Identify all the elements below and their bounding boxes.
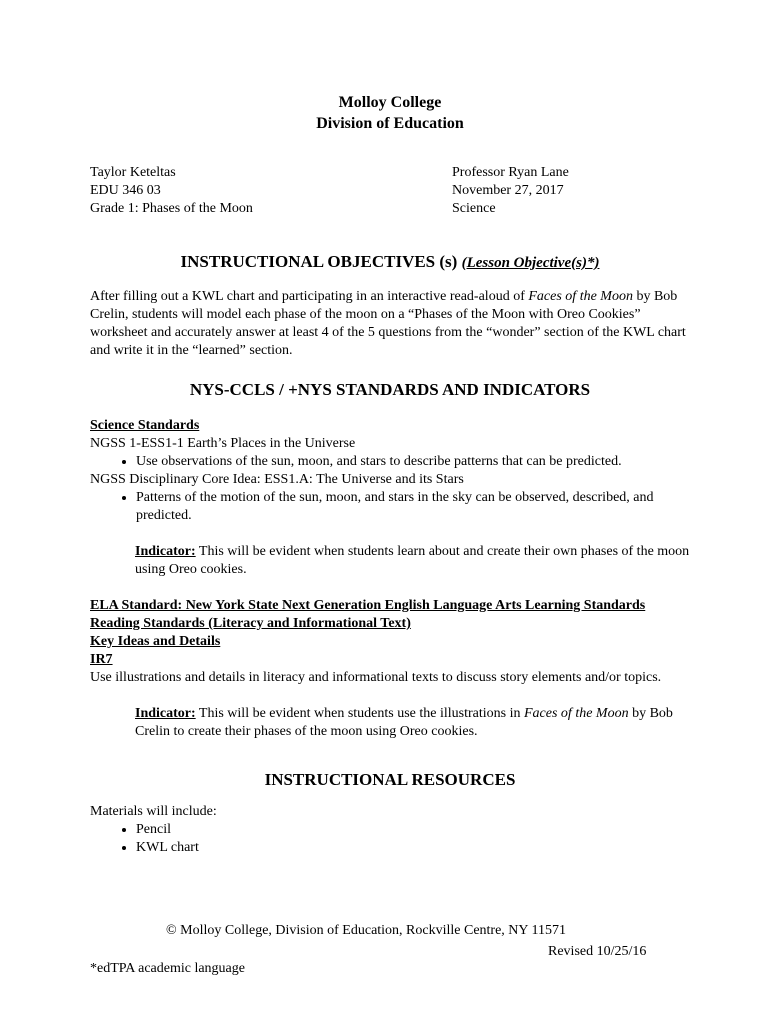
indicator-1: Indicator: This will be evident when students learn about and create their own phases of the moon using Oreo cookies.	[135, 544, 690, 577]
book-title: Faces of the Moon	[524, 706, 629, 721]
meta-left	[90, 164, 452, 218]
footer-revised: Revised 10/25/16	[548, 944, 647, 959]
objectives-paragraph: After filling out a KWL chart and participating in an interactive read-aloud of Faces of the Moon by Bob Crelin, students will model each phase of the moon on a “Phases of the Moon with Oreo Cookies” worksheet and accurately answer at least 4 of the 5 questions from the “wonder” section of the KWL chart and write it in the “learned” section.	[90, 289, 686, 358]
resources-heading: INSTRUCTIONAL RESOURCES	[264, 770, 516, 789]
book-title: Faces of the Moon	[528, 289, 633, 304]
list-item: • Pencil	[136, 821, 690, 839]
student-name: Taylor Keteltas	[90, 165, 176, 180]
list-item: • Use observations of the sun, moon, and stars to describe patterns that can be predicted.	[136, 453, 690, 471]
ir7-text: Use illustrations and details in literacy and informational texts to discuss story elements and/or topics.	[90, 670, 662, 685]
indicator-2: Indicator: This will be evident when students use the illustrations in Faces of the Moon by Bob Crelin to create their phases of the moon using Oreo cookies.	[135, 706, 673, 739]
ngss-standard-2: NGSS Disciplinary Core Idea: ESS1.A: The Universe and its Stars	[90, 472, 464, 487]
lesson-meta	[90, 164, 690, 218]
ngss-2-bullets	[90, 489, 690, 525]
document-page	[90, 92, 690, 857]
division-name: Division of Education	[316, 115, 464, 132]
college-name: Molloy College	[338, 94, 442, 111]
footer-note: *edTPA academic language	[90, 961, 245, 976]
objectives-subheading: (Lesson Objective(s)*)	[461, 255, 600, 271]
list-item: • KWL chart	[136, 839, 690, 857]
materials-intro: Materials will include:	[90, 804, 217, 819]
objectives-heading: INSTRUCTIONAL OBJECTIVES (s) (Lesson Objective(s)*)	[180, 252, 600, 271]
science-standards-label: Science Standards	[90, 418, 200, 433]
ir7-label: IR7	[90, 652, 113, 667]
lesson-topic: Grade 1: Phases of the Moon	[90, 201, 253, 216]
indicator-label: Indicator:	[135, 544, 196, 559]
list-item: • Patterns of the motion of the sun, moon, and stars in the sky can be observed, described, and predicted.	[136, 489, 690, 525]
key-ideas-label: Key Ideas and Details	[90, 634, 221, 649]
lesson-date: November 27, 2017	[452, 183, 564, 198]
ela-standard-label: ELA Standard: New York State Next Generation English Language Arts Learning Standards	[90, 598, 646, 613]
footer-copyright: © Molloy College, Division of Education, Rockville Centre, NY 11571	[166, 923, 566, 938]
ngss-1-bullets	[90, 453, 690, 471]
reading-standards-label: Reading Standards (Literacy and Informational Text)	[90, 616, 411, 631]
subject: Science	[452, 201, 496, 216]
professor-name: Professor Ryan Lane	[452, 165, 569, 180]
indicator-label: Indicator:	[135, 706, 196, 721]
standards-heading: NYS-CCLS / +NYS STANDARDS AND INDICATORS	[189, 380, 591, 399]
course-code: EDU 346 03	[90, 183, 161, 198]
materials-list	[90, 821, 690, 857]
ngss-standard-1: NGSS 1-ESS1-1 Earth’s Places in the Universe	[90, 436, 356, 451]
meta-right	[452, 164, 690, 218]
